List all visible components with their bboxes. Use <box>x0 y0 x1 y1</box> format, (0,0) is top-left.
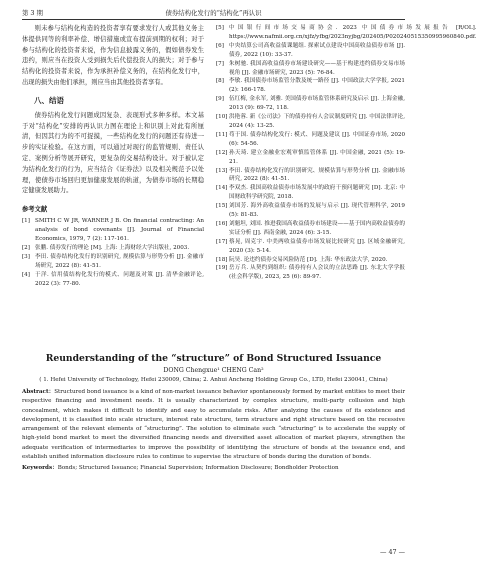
reference-item <box>216 113 405 131</box>
reference-number: [11] <box>216 131 228 138</box>
reference-number: [3] <box>22 253 30 260</box>
reference-item <box>216 95 405 113</box>
reference-item <box>216 256 405 265</box>
reference-text: 朱树驰. 我国高收益债券市场建设研究——基于构建违约债券交易市场视角 [J]. 金融市场研究, 2023 (5): 76-84. <box>229 60 405 76</box>
english-keywords <box>22 464 405 473</box>
reference-text: 中央结算公司高收益债课题组. 探索试点建设中国高收益债券市场 [J]. 债券, 2022 (10): 33-37. <box>229 42 405 58</box>
reference-number: [14] <box>216 185 228 192</box>
running-title: 债券结构化发行的“结构化”再认识 <box>165 9 262 17</box>
reference-number: [7] <box>216 60 224 67</box>
reference-number: [16] <box>216 220 228 227</box>
body-paragraph-2: 债券结构化发行问题成因复杂、表现形式多种多样。本文基于对“结构化”安排的再认识力图在理论上和识别上对此有所厘清，但因其行为的不可捉摸，一些结构化发行的问题还有待进一步的实证检验。在这方面，可以通过对现行的监管规则、责任认定、案例分析等展开研究，更复杂的交易结构设计。对于被认定为结构化发行的行为，应当结合《证券法》以及相关规范予以处理，使债券市场回归更加健康发展的轨道，为债券市场的长期稳定健康发展助力。 <box>22 111 204 195</box>
reference-item <box>216 167 405 185</box>
reference-number: [18] <box>216 256 228 263</box>
reference-text: 洪艳蓉. 新《公司法》下的债券持有人会议制度研究 [J]. 中国法律评论, 2024 (4): 13-25. <box>229 114 405 129</box>
english-title: Reunderstanding of the “structure” of Bond Structured Issuance <box>45 353 382 364</box>
reference-text: 李田. 债券结构化发行的识别研究, 规模估算与形势分析 [J]. 金融市场研究, 2022 (8): 41-51. <box>35 253 204 269</box>
reference-text: 张鹏. 债券发行的理论 [M]. 上海: 上海财经大学出版社, 2003. <box>35 244 190 251</box>
reference-number: [2] <box>22 244 30 251</box>
reference-item <box>22 244 204 253</box>
reference-item <box>216 264 405 282</box>
reference-item <box>216 202 405 220</box>
english-affiliations: ( 1. Hefei University of Technology, Hefei 230009, China; 2. Anhui Ancheng Holding Group Co., LTD, Hefei 230041, China) <box>39 377 388 383</box>
left-column <box>22 24 204 288</box>
keywords-label: Keywords： <box>22 465 58 472</box>
reference-text: 岳万兵. 从契约到组织: 债券持有人会议的立法思路 [J]. 东北大学学报 (社会科学版), 2023, 25 (6): 89-97. <box>229 265 405 281</box>
reference-text: 刘魁坦, 刘国. 推进我国高收益债券市场建设——基于国内高收益债券的实证分析 [J]. 西南金融, 2024 (6): 3-15. <box>229 220 405 236</box>
reference-text: 伍红梅, 金永军, 刘雅. 美国债券市场监管体系研究及启示 [J]. 上海金融, 2013 (9): 69-72, 118. <box>229 96 405 112</box>
reference-item <box>216 184 405 202</box>
reference-text: SMITH C W JR, WARNER J B. On financial contracting: An analysis of bond covenants [J]. Journal of Financial Economics, 1979, 7 (2): 117-161. <box>35 218 204 242</box>
reference-list-left <box>22 217 204 288</box>
reference-list-right <box>216 24 477 282</box>
reference-item <box>216 42 405 60</box>
body-paragraph-1: 则未参与结构化构造的投资者享有要求发行人或其他义务主体提供同等的利率补偿、增信措施或宣布提前到期的权利；对于参与结构化的投资者来说，作为信息披露义务的，假如债券发生违约，则应当在投资人受到损失后代偿投资人的损失；对于参与结构化的投资者来说，作为承担补偿义务的，在结构化发行中，出现的损失由他们承担，则应当由其他投资者享有。 <box>22 25 204 86</box>
reference-text: 阮昊. 论违约债券交易风险防范 [D]. 上海: 华东政法大学, 2020. <box>229 256 388 263</box>
abstract-text: Structured bond issuance is a kind of non-market issuance behavior spontaneously formed by market entities to meet their respective financing and investment needs. It is usually characterized by complex structure, multi-party collusion and high concealment, which makes it difficult to identify and easy to accumulate risks. After analyzing the causes of its existence and development, it is classified into scale structure, interest rate structure, term structure and right structure based on the recessive arrangement of the relevant elements of “structuring”. The solution to eliminate such “structuring” is to accelerate the supply of high-yield bond market to meet the diversified financing needs and diversified asset allocation of market players, strengthen the adequate verification of intermediaries to improve the possibility of identifying the structure of bonds at the issuance end, and establish unified information disclosure rules to continue to supervise the structure of bonds during the duration of bonds. <box>22 389 406 461</box>
reference-item <box>216 238 405 256</box>
english-abstract-block <box>22 352 405 474</box>
reference-text: 于洋. 信用债结构化发行的模式、问题及对策 [J]. 清华金融评论, 2022 (3): 77-80. <box>35 271 204 287</box>
reference-text: 李敏. 我国债券市场监管分散及统一路径 [J]. 中国政法大学学报, 2021 (2): 166-178. <box>229 78 405 94</box>
reference-item <box>216 77 405 95</box>
section-title-conclusion: 八、结语 <box>34 95 64 105</box>
keywords-text: Bonds; Structured Issuance; Financial Supervision; Information Disclosure; Bondholder Protection <box>57 465 339 472</box>
right-column <box>216 24 477 282</box>
reference-item <box>22 271 204 289</box>
reference-item <box>216 24 477 42</box>
reference-text: 刘国芳. 海外高收益债券市场的发展与启示 [J]. 现代管理科学, 2019 (5): 81-83. <box>229 203 405 219</box>
reference-item <box>22 253 204 271</box>
reference-text: 蔡晃, 周克宇. 中美两收益债券市场发展比较研究 [J]. 区域金融研究, 2020 (3): 5-14. <box>229 238 405 254</box>
abstract-label: Abstract： <box>22 389 55 395</box>
reference-text: 中国银行间市场交易商协会. 2023 中国债券市场发展报告 [R/OL]. https://www.nafmii.org.cn/xjfz/yfbg/2023nyjbg/202405/P020240515350995960840.pdf. <box>229 25 477 40</box>
page-number: — 47 — <box>380 548 405 556</box>
reference-number: [5] <box>216 25 224 31</box>
reference-text: 李双杰. 我国高收益债券市场发展中的政府干预问题研究 [D]. 北京: 中国财政科学研究院, 2018. <box>229 185 405 201</box>
reference-number: [12] <box>216 149 228 156</box>
reference-number: [19] <box>216 265 228 272</box>
reference-number: [10] <box>216 114 228 121</box>
english-authors: DONG Chengxue¹ CHENG Can² <box>163 367 264 374</box>
reference-number: [15] <box>216 203 228 210</box>
reference-item <box>22 217 204 244</box>
reference-number: [13] <box>216 167 228 174</box>
reference-text: 孙天琦. 建立金融业宏观审慎监管体系 [J]. 中国金融, 2021 (5): 19-21. <box>229 149 405 165</box>
reference-item <box>216 149 405 167</box>
reference-item <box>216 220 405 238</box>
references-heading: 参考文献 <box>22 206 48 214</box>
reference-number: [6] <box>216 42 224 49</box>
reference-number: [17] <box>216 238 228 245</box>
reference-text: 苟于国. 债券结构化发行: 模式、问题及建议 [J]. 中国证券市场, 2020 (6): 54-56. <box>229 131 405 147</box>
reference-number: [9] <box>216 96 224 103</box>
page-header <box>22 6 405 20</box>
reference-item <box>216 131 405 149</box>
issue-label: 第 3 期 <box>22 9 43 17</box>
reference-number: [1] <box>22 218 30 225</box>
reference-text: 李田. 债券结构化发行的识别研究、规模估算与形势分析 [J]. 金融市场研究, 2022 (8): 41-51. <box>229 167 405 183</box>
reference-item <box>216 60 405 78</box>
reference-number: [8] <box>216 78 224 85</box>
english-abstract <box>22 388 405 462</box>
header-rule <box>22 19 405 20</box>
reference-number: [4] <box>22 271 30 278</box>
